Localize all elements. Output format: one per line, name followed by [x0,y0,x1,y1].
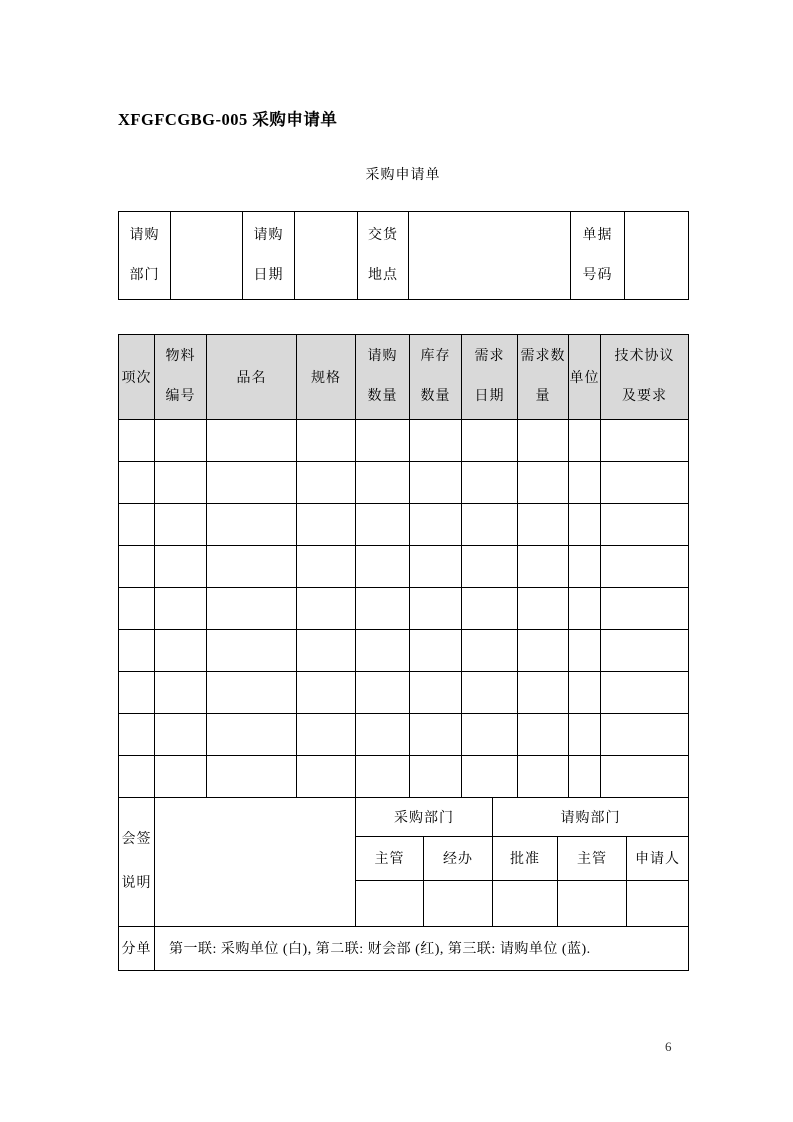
empty-cell [518,630,569,672]
signature-cell [627,880,689,926]
item-empty-row [119,420,689,462]
items-header-row [119,335,689,420]
empty-cell [356,672,410,714]
empty-cell [410,420,462,462]
empty-cell [155,756,207,798]
empty-cell [462,462,518,504]
empty-cell [297,756,356,798]
empty-cell [119,672,155,714]
empty-cell [356,420,410,462]
item-empty-row [119,504,689,546]
request-date-value-cell [295,212,358,300]
item-empty-row [119,462,689,504]
distribution-label: 分单 [119,926,155,970]
empty-cell [207,630,297,672]
empty-cell [155,504,207,546]
empty-cell [207,714,297,756]
item-empty-row [119,672,689,714]
delivery-place-label: 交货 地点 [358,212,409,300]
empty-cell [297,714,356,756]
empty-cell [155,588,207,630]
empty-cell [119,420,155,462]
header-stock-qty: 库存 数量 [410,335,462,420]
empty-cell [462,630,518,672]
item-empty-row [119,756,689,798]
empty-cell [518,756,569,798]
document-page [118,0,688,971]
purchasing-dept-header: 采购部门 [356,797,493,836]
empty-cell [518,420,569,462]
role-approver: 批准 [493,836,558,880]
empty-cell [119,588,155,630]
empty-cell [356,630,410,672]
empty-cell [119,546,155,588]
empty-cell [462,756,518,798]
empty-cell [297,672,356,714]
empty-cell [410,504,462,546]
request-date-label: 请购 日期 [243,212,295,300]
empty-cell [155,630,207,672]
empty-cell [569,588,601,630]
request-dept-value-cell [171,212,243,300]
empty-cell [119,630,155,672]
empty-cell [518,462,569,504]
empty-cell [410,630,462,672]
empty-cell [569,546,601,588]
requesting-dept-header: 请购部门 [493,797,689,836]
signoff-dept-row [119,797,689,836]
item-empty-row [119,588,689,630]
empty-cell [207,462,297,504]
doc-number-label: 单据 号码 [571,212,625,300]
delivery-place-value-cell [409,212,571,300]
empty-cell [601,588,689,630]
empty-cell [207,420,297,462]
distribution-row [119,926,689,970]
empty-cell [410,588,462,630]
header-spec: 规格 [297,335,356,420]
empty-cell [119,756,155,798]
empty-cell [410,462,462,504]
empty-cell [410,672,462,714]
empty-cell [601,630,689,672]
empty-cell [356,546,410,588]
signature-cell [493,880,558,926]
role-supervisor-purchasing: 主管 [356,836,424,880]
form-title: 采购申请单 [365,168,441,183]
empty-cell [207,588,297,630]
empty-cell [462,672,518,714]
page-number: 6 [665,1039,672,1054]
role-supervisor-requesting: 主管 [558,836,627,880]
items-table [118,334,689,798]
signoff-notes-cell [155,797,356,926]
empty-cell [297,420,356,462]
empty-cell [410,546,462,588]
empty-cell [462,714,518,756]
empty-cell [569,756,601,798]
empty-cell [410,714,462,756]
request-dept-label: 请购 部门 [119,212,171,300]
empty-cell [119,504,155,546]
header-material-no: 物料 编号 [155,335,207,420]
empty-cell [207,672,297,714]
distribution-text: 第一联: 采购单位 (白), 第二联: 财会部 (红), 第三联: 请购单位 (蓝). [155,926,689,970]
role-handler: 经办 [424,836,493,880]
empty-cell [601,714,689,756]
info-row [119,212,689,300]
signature-cell [356,880,424,926]
empty-cell [569,462,601,504]
empty-cell [119,462,155,504]
document-heading: XFGFCGBG-005 采购申请单 [118,110,338,129]
header-product-name: 品名 [207,335,297,420]
header-unit: 单位 [569,335,601,420]
empty-cell [356,462,410,504]
empty-cell [297,462,356,504]
empty-cell [356,714,410,756]
item-empty-row [119,714,689,756]
header-request-qty: 请购 数量 [356,335,410,420]
signoff-table [118,797,689,971]
empty-cell [155,420,207,462]
empty-cell [518,672,569,714]
empty-cell [356,504,410,546]
signoff-label: 会签 说明 [119,797,155,926]
empty-cell [601,420,689,462]
empty-cell [569,630,601,672]
empty-cell [601,462,689,504]
empty-cell [569,504,601,546]
header-need-qty: 需求数 量 [518,335,569,420]
empty-cell [155,672,207,714]
empty-cell [356,756,410,798]
role-applicant: 申请人 [627,836,689,880]
empty-cell [207,546,297,588]
header-need-date: 需求 日期 [462,335,518,420]
doc-number-value-cell [625,212,689,300]
empty-cell [462,588,518,630]
empty-cell [297,588,356,630]
empty-cell [297,630,356,672]
empty-cell [601,756,689,798]
empty-cell [410,756,462,798]
empty-cell [356,588,410,630]
empty-cell [462,504,518,546]
empty-cell [601,672,689,714]
item-empty-row [119,546,689,588]
signature-cell [558,880,627,926]
empty-cell [518,714,569,756]
signature-cell [424,880,493,926]
info-table [118,211,689,300]
empty-cell [601,546,689,588]
empty-cell [518,504,569,546]
items-body [119,420,689,798]
empty-cell [207,504,297,546]
empty-cell [601,504,689,546]
item-empty-row [119,630,689,672]
empty-cell [155,714,207,756]
header-item-no: 项次 [119,335,155,420]
empty-cell [119,714,155,756]
empty-cell [518,588,569,630]
empty-cell [569,714,601,756]
empty-cell [207,756,297,798]
empty-cell [569,672,601,714]
empty-cell [462,546,518,588]
empty-cell [297,546,356,588]
empty-cell [569,420,601,462]
empty-cell [462,420,518,462]
empty-cell [155,462,207,504]
header-tech-requirement: 技术协议 及要求 [601,335,689,420]
empty-cell [297,504,356,546]
empty-cell [155,546,207,588]
empty-cell [518,546,569,588]
